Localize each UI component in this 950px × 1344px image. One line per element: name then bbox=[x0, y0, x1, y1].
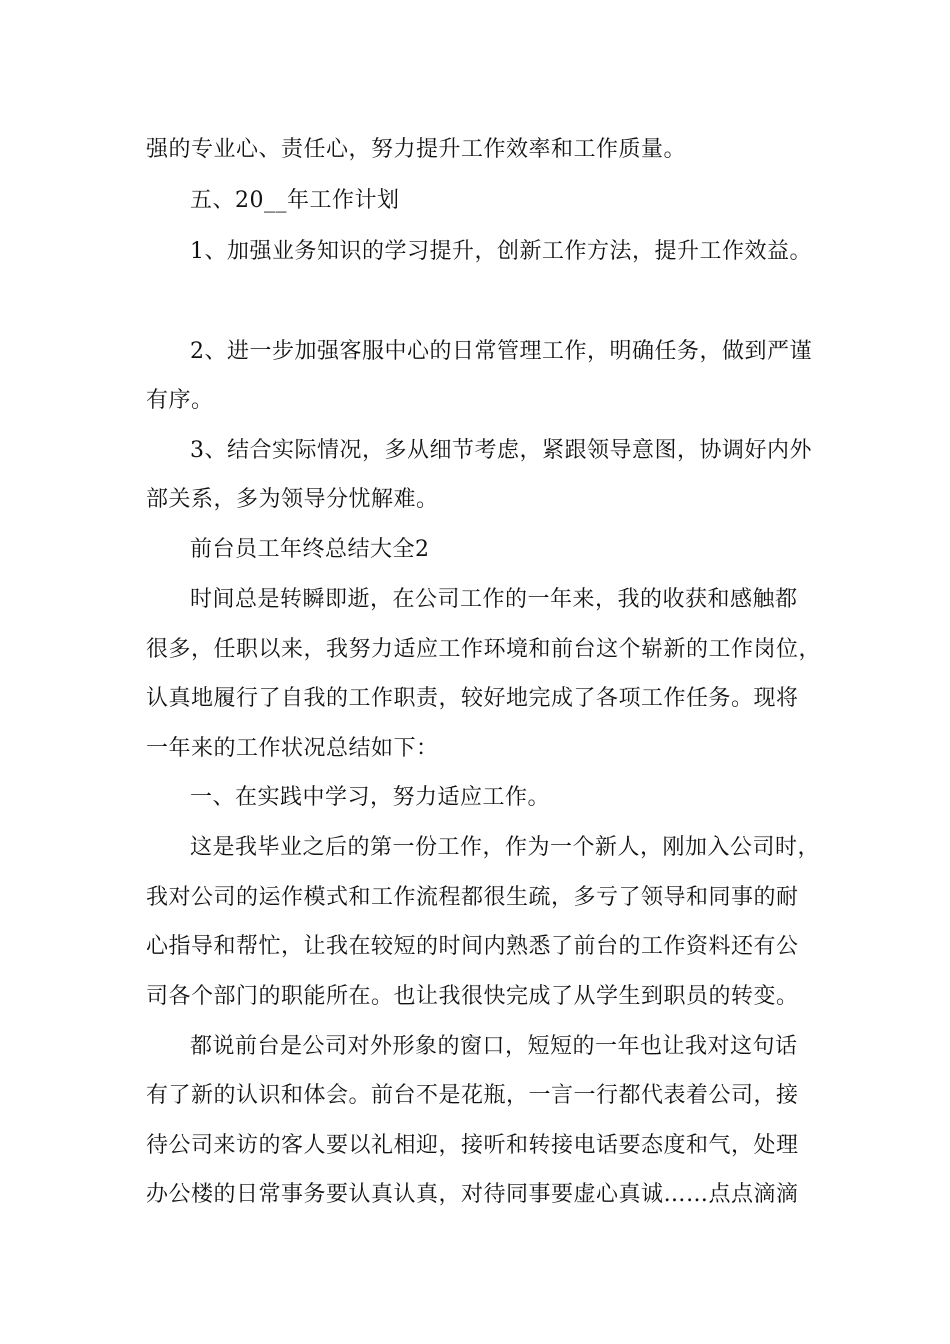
section-heading: 五、20__年工作计划 bbox=[190, 188, 400, 213]
paragraph-line: 一年来的工作状况总结如下： bbox=[146, 736, 439, 761]
paragraph-line: 司各个部门的职能所在。也让我很快完成了从学生到职员的转变。 bbox=[146, 984, 799, 1009]
paragraph-line: 强的专业心、责任心，努力提升工作效率和工作质量。 bbox=[146, 137, 687, 162]
paragraph-line: 3、结合实际情况，多从细节考虑，紧跟领导意图，协调好内外 bbox=[190, 438, 812, 463]
section-heading: 一、在实践中学习，努力适应工作。 bbox=[190, 785, 551, 810]
paragraph-line: 待公司来访的客人要以礼相迎，接听和转接电话要态度和气，处理 bbox=[146, 1133, 799, 1158]
paragraph-line: 都说前台是公司对外形象的窗口，短短的一年也让我对这句话 bbox=[190, 1034, 798, 1059]
paragraph-line: 认真地履行了自我的工作职责，较好地完成了各项工作任务。现将 bbox=[146, 686, 799, 711]
paragraph-line: 办公楼的日常事务要认真认真，对待同事要虚心真诚……点点滴滴 bbox=[146, 1182, 799, 1207]
paragraph-line: 时间总是转瞬即逝，在公司工作的一年来，我的收获和感触都 bbox=[190, 587, 798, 612]
paragraph-line: 我对公司的运作模式和工作流程都很生疏，多亏了领导和同事的耐 bbox=[146, 885, 799, 910]
paragraph-line: 心指导和帮忙，让我在较短的时间内熟悉了前台的工作资料还有公 bbox=[146, 934, 799, 959]
paragraph-line: 1、加强业务知识的学习提升，创新工作方法，提升工作效益。 bbox=[190, 239, 812, 264]
paragraph-line: 这是我毕业之后的第一份工作，作为一个新人，刚加入公司时， bbox=[190, 835, 821, 860]
paragraph-line: 2、进一步加强客服中心的日常管理工作，明确任务，做到严谨 bbox=[190, 339, 812, 364]
paragraph-line: 有序。 bbox=[146, 388, 214, 413]
section-title: 前台员工年终总结大全2 bbox=[190, 537, 430, 562]
paragraph-line: 有了新的认识和体会。前台不是花瓶，一言一行都代表着公司，接 bbox=[146, 1083, 799, 1108]
paragraph-line: 部关系，多为领导分忧解难。 bbox=[146, 487, 439, 512]
paragraph-line: 很多，任职以来，我努力适应工作环境和前台这个崭新的工作岗位， bbox=[146, 637, 822, 662]
